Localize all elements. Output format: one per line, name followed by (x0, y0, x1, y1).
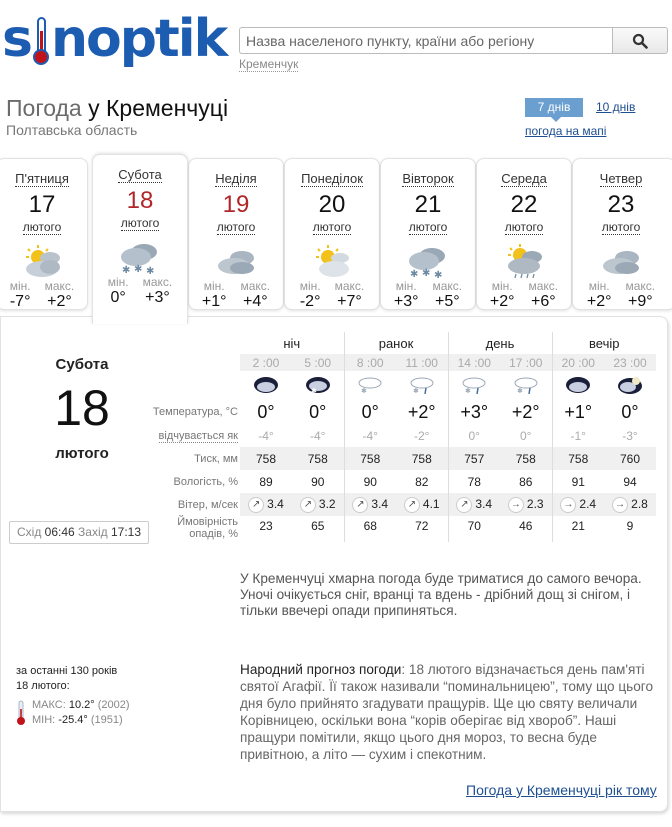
search-input[interactable] (239, 27, 612, 54)
svg-text:✱: ✱ (361, 387, 368, 395)
pressure-cell: 757 (448, 447, 500, 470)
day-tab-5[interactable]: Середа 22 лютого мін. +2° макс. +6° (476, 158, 572, 310)
temp-cell: 0° (309, 401, 327, 422)
temp-cell: 0° (621, 401, 639, 422)
pressure-cell: 758 (500, 447, 552, 470)
svg-text:✱: ✱ (465, 387, 472, 395)
time-cell: 2 :00 (240, 354, 292, 371)
precip-cell: 72 (415, 519, 429, 533)
current-day-month: лютого (55, 445, 109, 462)
search-button[interactable] (612, 27, 668, 54)
overcast-night-icon (253, 375, 279, 395)
time-cell: 8 :00 (344, 354, 396, 371)
day-tab-2[interactable]: Неділя 19 лютого мін. +1° макс. +4° (188, 158, 284, 310)
cloud-snow-icon (118, 240, 162, 276)
svg-text:✱: ✱ (434, 270, 443, 280)
current-day-date: 18 (54, 380, 110, 436)
cloud-snow-icon (406, 244, 450, 280)
wind-cell: → 2.3 (500, 493, 552, 516)
region-label: Полтавська область (6, 122, 138, 138)
pressure-cell: 758 (396, 447, 448, 470)
humidity-cell: 82 (415, 474, 429, 489)
day-tabs (0, 154, 672, 316)
historical-records: за останні 130 років 18 лютого: МАКС: 10.2° (2002) МІН: -25.4° (1951) (16, 665, 130, 726)
range-7-days-tab[interactable]: 7 днів (525, 98, 583, 117)
wind-direction-icon: ↗ (456, 497, 472, 513)
day-tab-1[interactable]: Субота 18 лютого ✱ ✱ ✱ мін. 0° макс. +3° (92, 154, 188, 324)
time-cell: 14 :00 (448, 354, 500, 371)
sun-cloud-icon (20, 244, 64, 280)
cloud-snow-icon (357, 375, 383, 395)
wind-direction-icon: → (560, 497, 576, 513)
feels-cell: -1° (552, 425, 604, 447)
temp-cell: +2° (511, 401, 540, 422)
time-cell: 11 :00 (396, 354, 448, 371)
wind-direction-icon: → (612, 497, 628, 513)
time-cell: 23 :00 (604, 354, 656, 371)
folk-forecast: Народний прогноз погоди: 18 лютого відзначається день пам'яті святої Агафії. Її також називали “поминальницею”, тому що цього дня було прийнято згадувати пращурів. Ще цю святу величали Корівницею, оскільки вона “корів оберігає від хвороб”. Наші пращури помітили, якщо цього дня мороз, то весна буде привітною, а літо — сухим і спекотним. (240, 662, 654, 762)
precip-cell: 70 (448, 516, 500, 542)
sinoptik-logo[interactable]: s noptik (2, 9, 227, 69)
period-evening: вечір (552, 332, 656, 354)
pressure-cell: 760 (604, 447, 656, 470)
svg-text:✱: ✱ (146, 266, 155, 276)
day-tab-6[interactable]: Четвер 23 лютого мін. +2° макс. +9° (572, 158, 672, 310)
svg-text:✱: ✱ (412, 387, 419, 395)
wind-cell: → 2.8 (604, 493, 656, 516)
wind-cell: ↗ 3.4 (448, 493, 500, 516)
search-icon (632, 33, 648, 49)
pressure-cell: 758 (240, 447, 292, 470)
svg-text:✱: ✱ (516, 387, 523, 395)
moon-cloud-icon (617, 375, 643, 395)
temp-cell: 0° (344, 399, 396, 425)
wind-direction-icon: → (508, 497, 524, 513)
humidity-cell: 78 (448, 470, 500, 493)
current-day-name: Субота (55, 356, 109, 373)
temp-cell: +1° (552, 399, 604, 425)
precip-cell: 46 (519, 519, 533, 533)
temp-cell: 0° (257, 401, 275, 422)
svg-text:✱: ✱ (134, 264, 143, 275)
time-cell: 17 :00 (500, 354, 552, 371)
precip-cell: 9 (626, 519, 634, 533)
humidity-cell: 91 (552, 470, 604, 493)
svg-text:✱: ✱ (122, 265, 131, 276)
precip-cell: 65 (311, 519, 325, 533)
wind-direction-icon: ↗ (248, 497, 264, 513)
wind-direction-icon: ↗ (404, 497, 420, 513)
humidity-cell: 90 (311, 474, 325, 489)
feels-cell: -2° (414, 429, 430, 443)
thermometer-logo-icon (32, 13, 50, 65)
wind-cell: ↗ 3.4 (240, 493, 292, 516)
humidity-cell: 94 (623, 474, 637, 489)
precip-cell: 21 (552, 516, 604, 542)
year-ago-weather-link[interactable]: Погода у Кременчуці рік тому (466, 782, 657, 798)
cloud-snow-rain-icon (409, 375, 435, 395)
temp-cell: +3° (448, 399, 500, 425)
wind-cell: ↗ 4.1 (396, 493, 448, 516)
wind-cell: ↗ 3.2 (292, 493, 344, 516)
humidity-cell: 86 (519, 474, 533, 489)
overcast-night-icon (565, 375, 591, 395)
sun-cloud-icon (310, 244, 354, 280)
overcast-snow-night-icon (305, 375, 331, 395)
cloudy-icon (599, 244, 643, 280)
svg-text:✱: ✱ (310, 387, 317, 395)
feels-like-tooltip[interactable]: відчувається як (158, 430, 238, 442)
period-day: день (448, 332, 552, 354)
weather-map-link[interactable]: погода на мапі (525, 124, 607, 138)
day-tab-0[interactable]: П'ятниця 17 лютого мін. -7° макс. +2° (0, 158, 88, 310)
feels-cell: 0° (448, 425, 500, 447)
feels-cell: -4° (258, 429, 274, 443)
cloud-snow-rain-icon (513, 375, 539, 395)
period-night: ніч (283, 335, 301, 351)
temp-cell: +2° (407, 401, 436, 422)
search-bar (239, 27, 668, 54)
period-morning: ранок (344, 332, 448, 354)
pressure-cell: 758 (292, 447, 344, 470)
humidity-cell: 90 (344, 470, 396, 493)
pressure-cell: 758 (552, 447, 604, 470)
wind-direction-icon: ↗ (300, 497, 316, 513)
feels-cell: -3° (622, 429, 638, 443)
wind-cell: → 2.4 (552, 493, 604, 516)
hourly-forecast-table: ніч ранок день вечір 2 :00 5 :00 8 :00 11 :00 14 :00 17 :00 20 :00 23 :00 ✱ ✱ ✱ ✱ ✱ Температура, °C 0° 0° 0° +2° +3° +2° +1° 0° відчувається як -4° -4° -4° -2° 0° 0° -1° -3° Тиск, мм 758 758 758 758 757 758 758 760 Вологість, % 89 90 90 82 78 86 91 94 Вітер, м/сек ↗ 3.4 ↗ 3.2 ↗ 3.4 ↗ 4.1 ↗ 3.4 → 2.3 → 2.4 → 2.8 Ймовірність опадів, % 23 65 68 72 70 46 21 9 (140, 332, 656, 542)
time-cell: 5 :00 (292, 354, 344, 371)
page-title: Погода у Кременчуці (6, 95, 229, 121)
feels-cell: 0° (520, 429, 532, 443)
time-cell: 20 :00 (552, 354, 604, 371)
feels-cell: -4° (344, 425, 396, 447)
svg-text:✱: ✱ (410, 269, 419, 280)
wind-direction-icon: ↗ (352, 497, 368, 513)
svg-text:✱: ✱ (422, 268, 431, 279)
day-tab-4[interactable]: Вівторок 21 лютого ✱ ✱ ✱ мін. +3° макс. +5° (380, 158, 476, 310)
wind-cell: ↗ 3.4 (344, 493, 396, 516)
cloud-snow-rain-icon (461, 375, 487, 395)
sun-cloud-rain-icon (502, 244, 546, 280)
recent-search-link[interactable]: Кременчук (239, 57, 299, 71)
weather-description: У Кременчуці хмарна погода буде триматися до самого вечора. Уночі очікується сніг, вранці та вдень - дрібний дощ зі снігом, і тільки ввечері опади припиняться. (240, 571, 642, 618)
range-10-days-link[interactable]: 10 днів (596, 100, 636, 114)
precip-cell: 68 (344, 516, 396, 542)
feels-cell: -4° (310, 429, 326, 443)
humidity-cell: 89 (259, 474, 273, 489)
precip-cell: 23 (259, 519, 273, 533)
cloudy-icon (214, 244, 258, 280)
sunrise-sunset-info: Схід 06:46 Захід 17:13 (9, 521, 149, 544)
day-tab-3[interactable]: Понеділок 20 лютого мін. -2° макс. +7° (284, 158, 380, 310)
thermometer-icon (16, 700, 26, 726)
pressure-cell: 758 (344, 447, 396, 470)
